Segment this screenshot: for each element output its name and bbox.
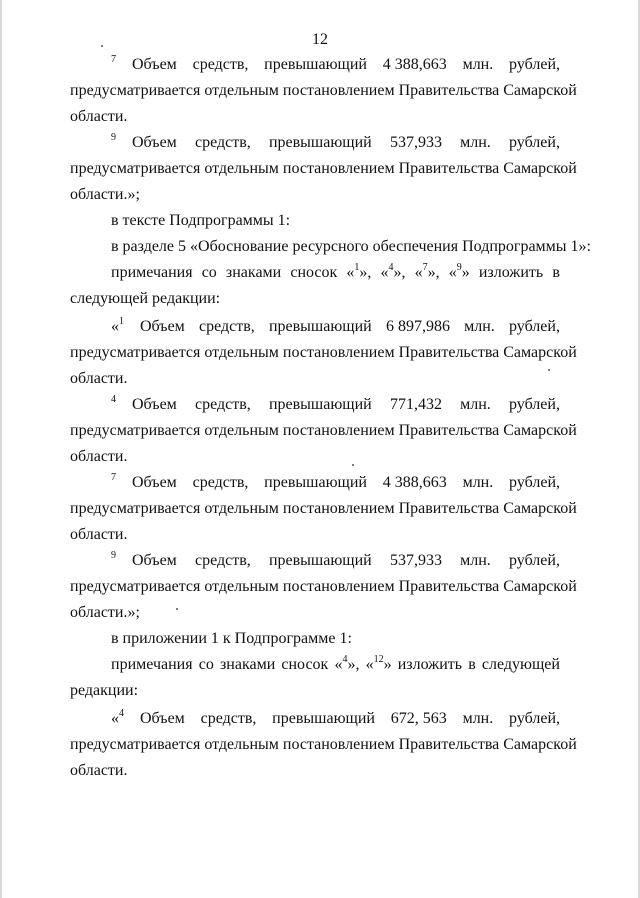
paragraph-line [111, 263, 560, 283]
paragraph-line: предусматривается отдельным постановлением Правительства Самарской [70, 160, 577, 177]
paragraph-line: области. [70, 762, 128, 779]
footnote-mark: 4 [119, 707, 124, 719]
paragraph-line [111, 395, 560, 415]
text-word: превышающий [268, 396, 372, 413]
paragraph-line: следующей редакции: [70, 290, 221, 307]
text-word: млн. [462, 474, 494, 491]
text-word: средств, [194, 134, 251, 151]
paragraph-line: в тексте Подпрограммы 1: [111, 212, 291, 229]
text-word: рублей, [509, 710, 560, 727]
paragraph-line: предусматривается отдельным постановлением Правительства Самарской [70, 82, 577, 99]
footnote-ref: «$^9$» [448, 261, 470, 281]
paragraph-line: предусматривается отдельным постановлением Правительства Самарской [70, 422, 577, 439]
paragraph-line [111, 551, 560, 571]
text-word: сносок [290, 264, 338, 281]
text-word: 537,933 [389, 552, 442, 569]
paragraph-line: области. [70, 526, 128, 543]
paragraph-line: области. [70, 448, 128, 465]
paragraph-line: предусматривается отдельным постановлением Правительства Самарской [70, 500, 577, 517]
paragraph-line: предусматривается отдельным постановлением Правительства Самарской [70, 736, 577, 753]
paragraph-line: области. [70, 108, 128, 125]
paragraph-line [111, 655, 560, 675]
footnote-ref: «$^{12}$» [365, 653, 392, 673]
text-word: млн. [460, 396, 491, 413]
text-word: 672, 563 [390, 710, 447, 727]
text-word: в [552, 264, 560, 281]
text-word: превышающий [264, 56, 367, 73]
text-word: 4 388,663 [382, 474, 447, 491]
text-word: средств, [200, 710, 257, 727]
text-word: примечания [111, 264, 193, 281]
text-word: 771,432 [389, 396, 442, 413]
paragraph-line: предусматривается отдельным постановлением Правительства Самарской [70, 578, 577, 595]
footnote-ref: «$^1$», [346, 261, 372, 281]
text-word: превышающий [264, 474, 367, 491]
footnote-mark: 7 [111, 53, 116, 65]
paragraph-line: предусматривается отдельным постановлением Правительства Самарской [70, 344, 577, 361]
scan-left-edge [0, 0, 2, 898]
paragraph-line: в приложении 1 к Подпрограмме 1: [111, 630, 352, 647]
text-word: 4 388,663 [382, 56, 447, 73]
text-word: рублей, [508, 552, 560, 569]
text-word: 537,933 [389, 134, 442, 151]
text-word: рублей, [508, 318, 560, 335]
footnote-mark: 1 [119, 315, 124, 327]
text-word: следующей [481, 656, 560, 673]
text-word: со [201, 264, 217, 281]
text-word: изложить [397, 656, 463, 673]
footnote-ref: «$^4$», [380, 261, 406, 281]
paragraph-line [111, 317, 560, 337]
text-word: превышающий [268, 552, 372, 569]
footnote-mark: 9 [111, 131, 116, 143]
footnote-ref: «$^4$», [334, 653, 360, 673]
text-word: сносок [281, 656, 329, 673]
paragraph-line: в разделе 5 «Обоснование ресурсного обеспечения Подпрограммы 1»: [111, 238, 591, 255]
text-word: $^4$ Объем [111, 393, 177, 413]
text-word: в [468, 656, 476, 673]
text-word: средств, [194, 396, 251, 413]
text-word: млн. [462, 56, 494, 73]
text-word: рублей, [508, 134, 560, 151]
text-word: средств, [198, 318, 255, 335]
text-word: средств, [192, 56, 249, 73]
text-word: средств, [192, 474, 249, 491]
footnote-mark: 9 [111, 549, 116, 561]
footnote-ref: «$^7$», [414, 261, 440, 281]
text-word: 6 897,986 [385, 318, 450, 335]
text-word: «$^1$ Объем [111, 315, 185, 335]
text-word: примечания [111, 656, 193, 673]
text-word: $^7$ Объем [111, 53, 177, 73]
text-word: млн. [464, 318, 495, 335]
text-word: превышающий [268, 318, 372, 335]
paragraph-line [111, 709, 560, 729]
text-word: $^7$ Объем [111, 471, 177, 491]
text-word: млн. [462, 710, 494, 727]
text-word: рублей, [509, 56, 560, 73]
paragraph-line: области. [70, 370, 128, 387]
text-word: превышающий [272, 710, 375, 727]
text-word: изложить [478, 264, 544, 281]
footnote-mark: 7 [111, 471, 116, 483]
text-word: $^9$ Объем [111, 549, 177, 569]
text-word: знаками [225, 264, 282, 281]
paragraph-line [111, 473, 560, 493]
paragraph-line: области.»; [70, 186, 140, 203]
text-word: знаками [219, 656, 276, 673]
footnote-mark: 4 [111, 393, 116, 405]
text-word: со [198, 656, 214, 673]
paragraph-line: редакции: [70, 682, 139, 699]
text-word: $^9$ Объем [111, 131, 177, 151]
text-word: превышающий [268, 134, 372, 151]
paragraph-line: области.»; [70, 604, 140, 621]
page-number: 12 [312, 31, 328, 48]
text-word: «$^4$ Объем [111, 707, 185, 727]
text-word: млн. [460, 552, 491, 569]
paragraph-line [111, 133, 560, 153]
paragraph-line [111, 55, 560, 75]
text-word: млн. [460, 134, 491, 151]
text-word: средств, [194, 552, 251, 569]
text-word: рублей, [508, 396, 560, 413]
text-word: рублей, [509, 474, 560, 491]
